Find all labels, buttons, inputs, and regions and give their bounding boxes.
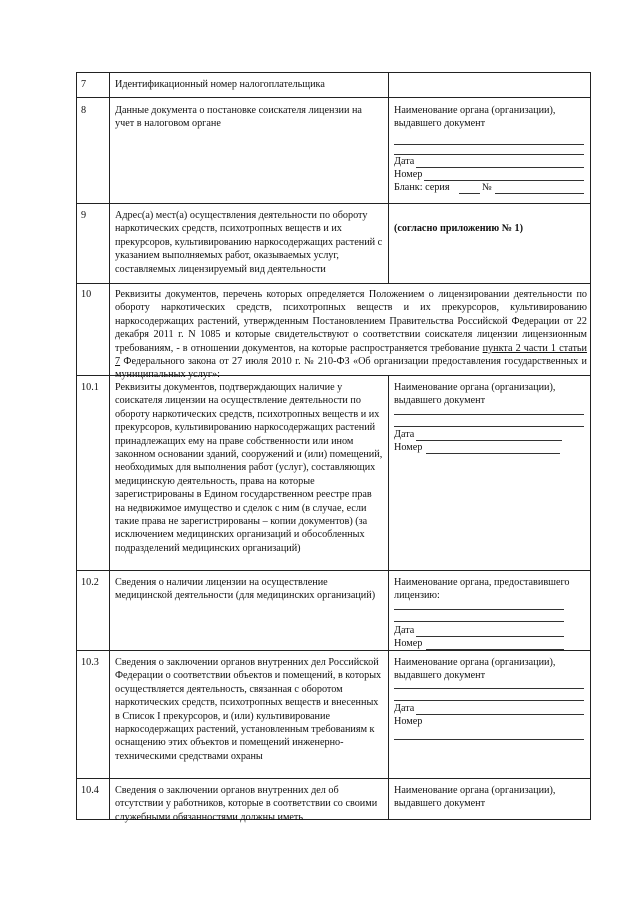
row-10-1-date-label: Дата (394, 429, 415, 440)
row-8-blank-no-line (495, 193, 584, 194)
row-10-3-date-line (416, 714, 584, 715)
row-10-3-org-line (394, 700, 584, 701)
row-7-number: 7 (81, 79, 87, 90)
row-divider (76, 203, 591, 204)
row-10-text-a: Реквизиты документов, перечень которых определяется Положением о лицензировании деятельности по обороту наркотических средств, психотропных веществ и их прекурсоров, культивированию наркосодержащих растений, утвержденным Постановлением Правительства Российской Федерации от 22 декабря 2011 г. N 1085 и которые свидетельствуют о соответствии соискателя лицензии лицензионным требованиям, - в отношении документов, на которые распространяется требование (115, 289, 587, 354)
row-10-3-org-line (394, 688, 584, 689)
row-9-value-text: (согласно приложению № 1) (394, 223, 524, 234)
row-10-3-number-line (394, 739, 584, 740)
row-10-number: 10 (81, 289, 92, 300)
row-10-2-number-label: Номер (394, 638, 423, 649)
row-10-1-number-line (426, 453, 560, 454)
column-divider-value (388, 72, 389, 283)
row-8-blank-no-label: № (482, 182, 492, 193)
row-8-org-label: Наименование органа (организации), выдавшего документ (394, 105, 556, 130)
row-10-1-org-line (394, 414, 584, 415)
row-10-text-b: Федерального закона от 27 июля 2010 г. № 210-ФЗ «Об организации предоставления государственных и муниципальных услуг»: (115, 356, 587, 381)
row-10-2-number-line (426, 649, 564, 650)
row-10-2-date-label: Дата (394, 625, 415, 636)
row-10-1-org-line (394, 426, 584, 427)
row-divider (76, 778, 591, 779)
row-10-4-org-label: Наименование органа (организации), выдавшего документ (394, 785, 556, 810)
column-divider-number (109, 72, 110, 283)
column-divider-number (109, 375, 110, 820)
row-divider (76, 570, 591, 571)
row-8-org-line (394, 154, 584, 155)
row-9-number: 9 (81, 210, 87, 221)
row-8-label: Данные документа о постановке соискателя лицензии на учет в налоговом органе (115, 105, 362, 130)
row-8-org-line (394, 144, 584, 145)
law-article-link[interactable]: пункта 2 части 1 статьи 7 (115, 342, 588, 368)
row-10-2-number: 10.2 (81, 577, 99, 588)
row-divider (76, 97, 591, 98)
row-10-2-org-label: Наименование органа, предоставившего лицензию: (394, 577, 570, 602)
row-8-date-line (416, 167, 584, 168)
row-8-number: 8 (81, 105, 87, 116)
row-10-4-number: 10.4 (81, 785, 99, 796)
row-7-label: Идентификационный номер налогоплательщика (115, 79, 325, 90)
column-divider-value (388, 375, 389, 820)
row-divider (76, 283, 591, 284)
row-10-1-number: 10.1 (81, 382, 99, 393)
row-8-date-label: Дата (394, 156, 415, 167)
row-10-1-number-label: Номер (394, 442, 423, 453)
row-10-2-date-line (416, 636, 564, 637)
row-10-description (115, 288, 588, 381)
row-10-3-date-label: Дата (394, 703, 415, 714)
row-10-2-org-line (394, 609, 564, 610)
row-10-1-date-line (416, 440, 562, 441)
row-9-value (394, 222, 523, 235)
row-8-blank-series-label: Бланк: серия (394, 182, 450, 193)
row-divider (76, 650, 591, 651)
row-10-4-label: Сведения о заключении органов внутренних дел об отсутствии у работников, которые в соответствии со своими служебными обязанностями должны иметь (115, 785, 378, 823)
row-10-3-number-label: Номер (394, 716, 423, 727)
row-10-2-org-line (394, 621, 564, 622)
row-10-3-number: 10.3 (81, 657, 99, 668)
row-10-3-label: Сведения о заключении органов внутренних дел Российской Федерации о соответствии объектов и помещений, в которых осуществляется деятельность, связанная с оборотом наркотических средств, психотропных веществ и внесенных в Список I прекурсоров, и (или) культивирование наркосодержащих растений, установленным требованиям к оснащению этих объектов и помещений инженерно-техническими средствами охраны (115, 657, 382, 762)
row-10-3-org-label: Наименование органа (организации), выдавшего документ (394, 657, 556, 682)
row-8-number-label: Номер (394, 169, 423, 180)
column-divider-number-row10 (109, 283, 110, 375)
row-10-1-label: Реквизиты документов, подтверждающих наличие у соискателя лицензии на осуществление деятельности по обороту наркотических средств, психотропных веществ и их прекурсоров, культивированию наркосодержащих растений принадлежащих ему на праве собственности или ином законном основании зданий, сооружений и (или) помещений, необходимых для выполнения работ (услуг), составляющих медицинскую деятельность, права на которые зарегистрированы в Едином государственном реестре прав на недвижимое имущество и сделок с ним (в случае, если такие права не зарегистрированы – копии документов) (за исключением медицинских организаций и обособленных подразделений медицинских организаций) (115, 382, 383, 554)
row-10-2-label: Сведения о наличии лицензии на осуществление медицинской деятельности (для медицинских организаций) (115, 577, 376, 602)
row-8-series-line (459, 193, 480, 194)
row-10-1-org-label: Наименование органа (организации), выдавшего документ (394, 382, 556, 407)
row-9-label: Адрес(а) мест(а) осуществления деятельности по обороту наркотических средств, психотропных веществ и их прекурсоров, культивированию наркосодержащих растений с указанием выполняемых работ, оказываемых услуг, составляемых лицензируемый вид деятельности (115, 210, 383, 275)
